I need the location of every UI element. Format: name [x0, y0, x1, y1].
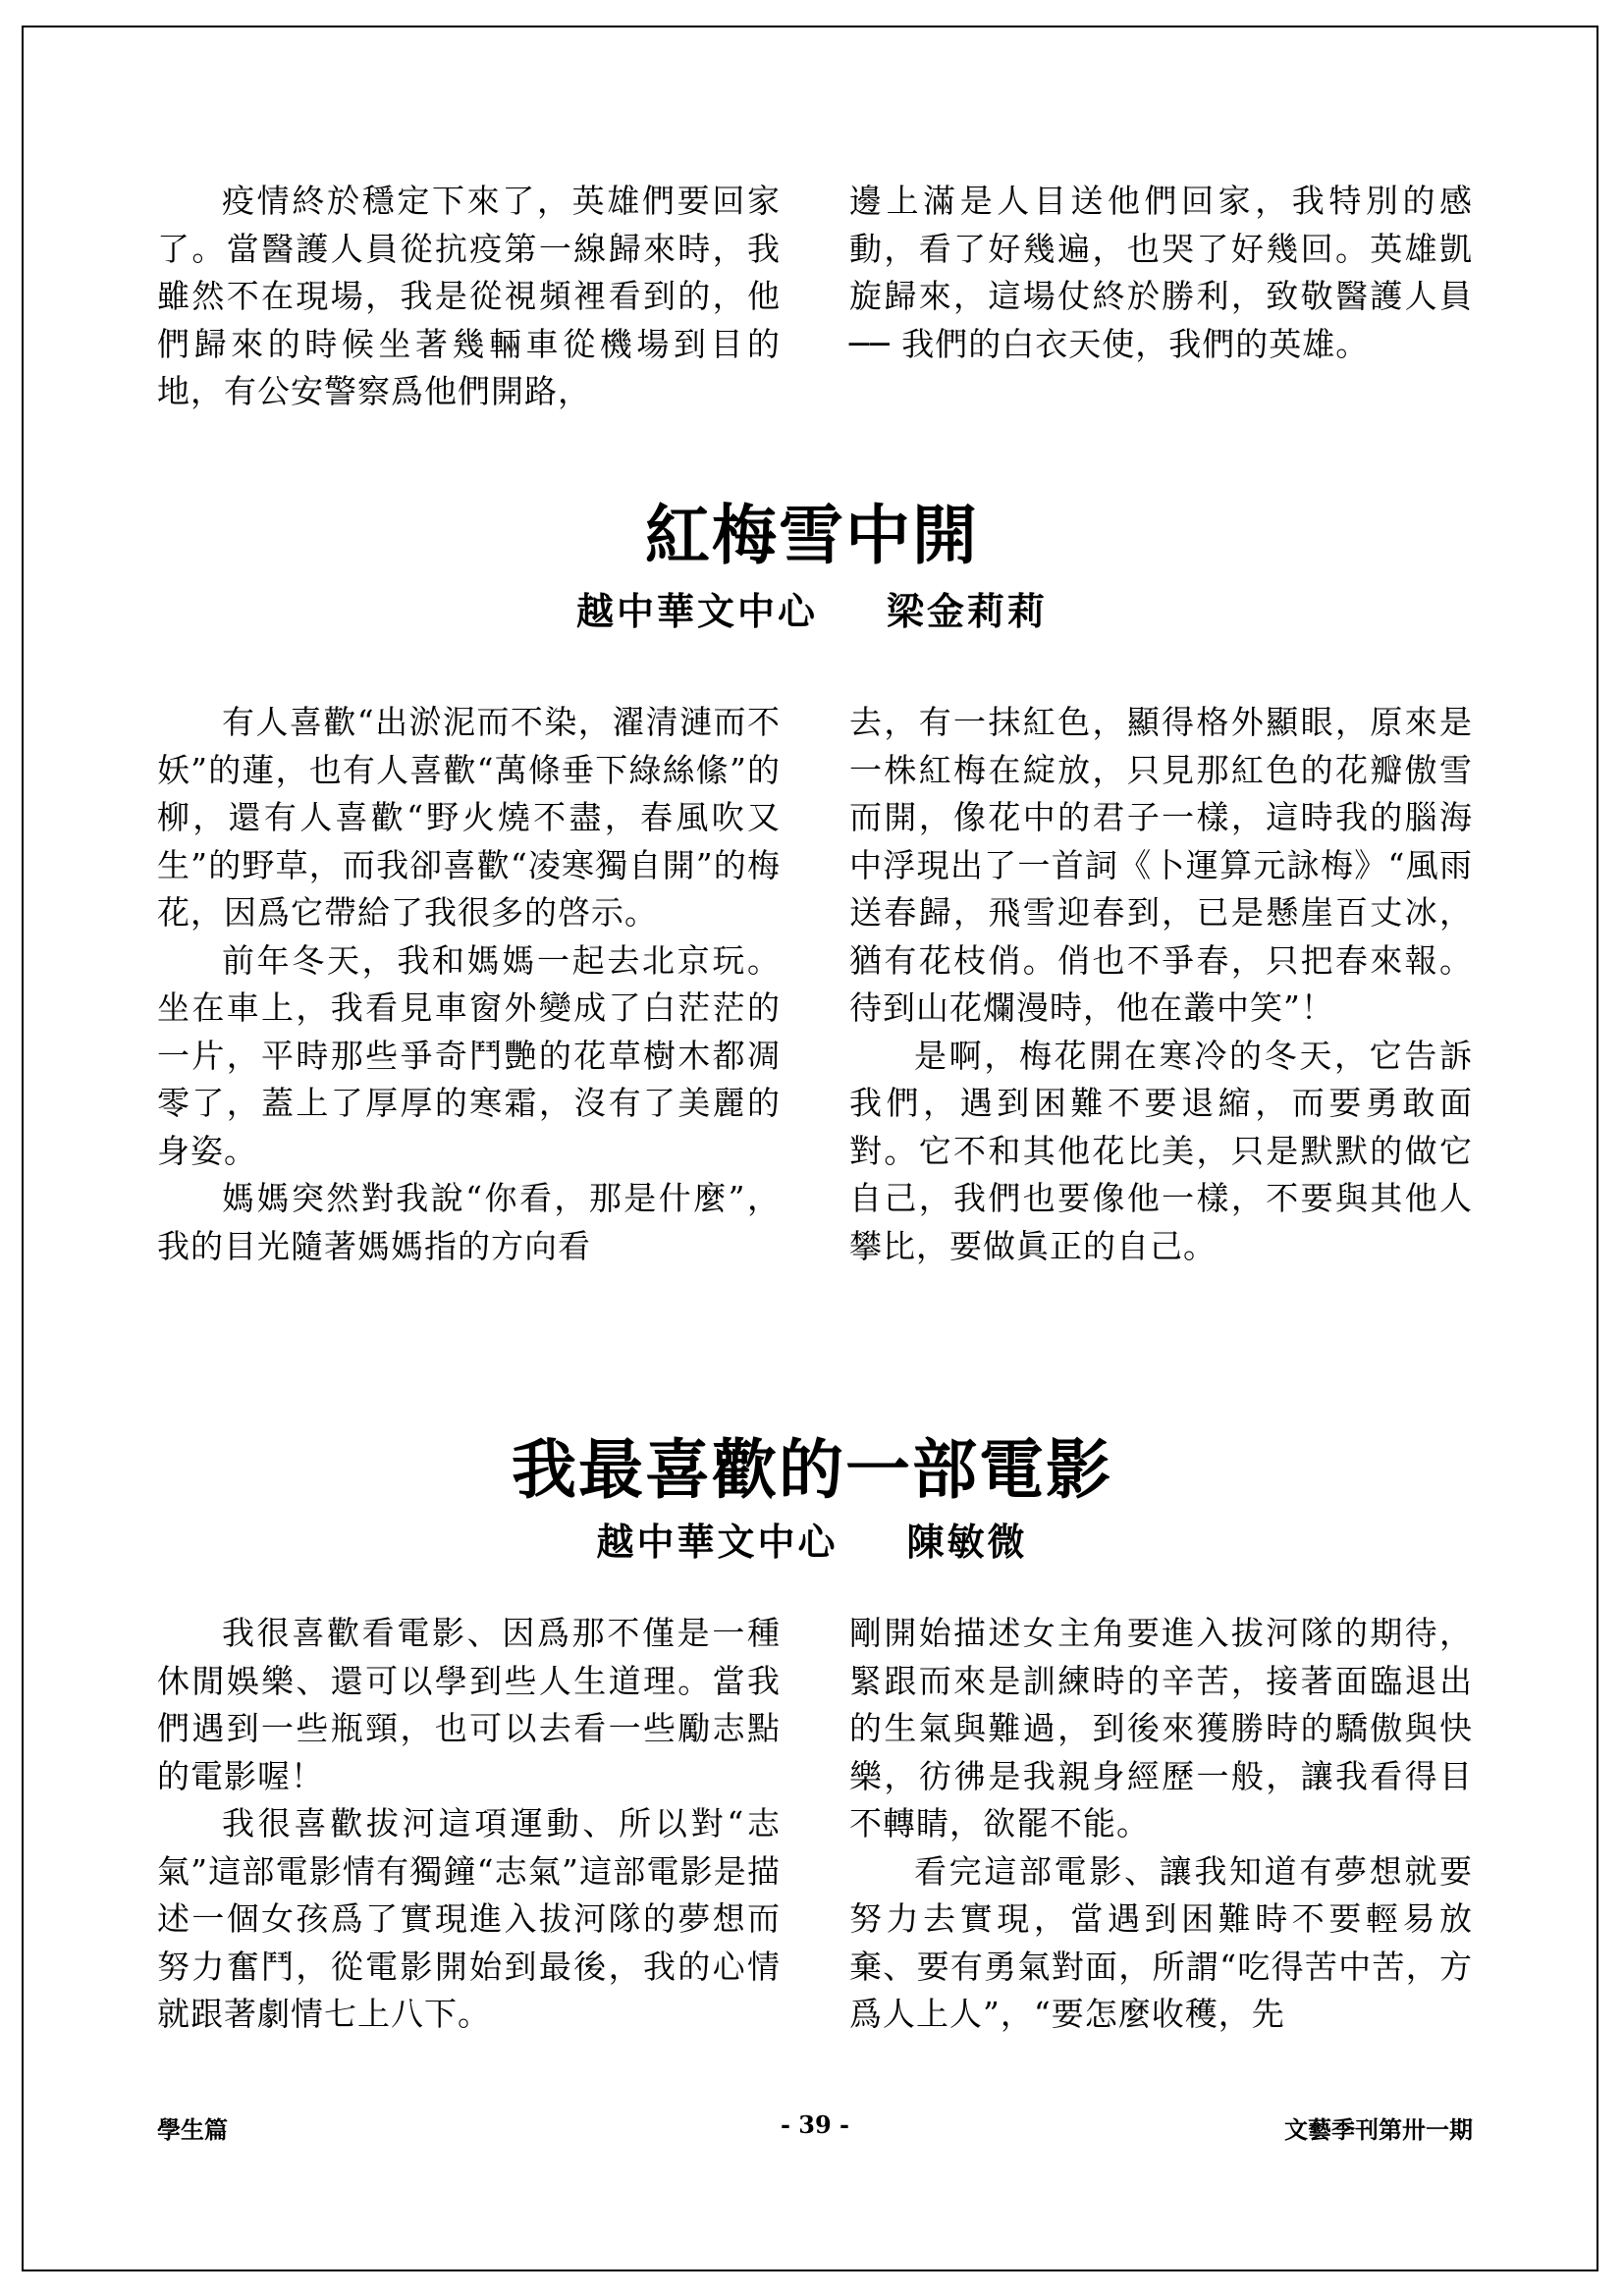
author-name: 陳敏微 [906, 1520, 1028, 1564]
paragraph: 剛開始描述女主角要進入拔河隊的期待，緊跟而來是訓練時的辛苦，接著面臨退出的生氣與難過，到後來獲勝時的驕傲與快樂，彷彿是我親身經歷一般，讓我看得目不轉睛，欲罷不能。 [849, 1614, 1473, 1842]
paragraph: 我很喜歡看電影、因爲那不僅是一種休閒娛樂、還可以學到些人生道理。當我們遇到一些瓶頸，也可以去看一些勵志點的電影喔！ [157, 1614, 781, 1795]
article-3-right-column [849, 1610, 1473, 2039]
paragraph: 有人喜歡“出淤泥而不染，濯清漣而不妖”的蓮，也有人喜歡“萬條垂下綠絲絛”的柳，還有人喜歡“野火燒不盡，春風吹又生”的野草，而我卻喜歡“凌寒獨自開”的梅花，因爲它帶給了我很多的啓示。 [157, 703, 781, 932]
paragraph: 媽媽突然對我說“你看，那是什麼”，我的目光隨著媽媽指的方向看 [157, 1179, 781, 1265]
article-1 [157, 178, 1473, 416]
article-2-left-column [157, 699, 781, 1270]
article-2-title: 紅梅雪中開 [645, 497, 979, 573]
article-3-left-column [157, 1610, 781, 2039]
paragraph: 前年冬天，我和媽媽一起去北京玩。坐在車上，我看見車窗外變成了白茫茫的一片，平時那些爭奇鬥艷的花草樹木都凋零了，蓋上了厚厚的寒霜，沒有了美麗的身姿。 [157, 940, 781, 1170]
article-3-title: 我最喜歡的一部電影 [512, 1431, 1112, 1508]
paragraph: 邊上滿是人目送他們回家，我特別的感動，看了好幾遍，也哭了好幾回。英雄凱旋歸來，這場仗終於勝利，致敬醫護人員 ── 我們的白衣天使，我們的英雄。 [849, 182, 1473, 363]
school-name: 越中華文中心 [575, 589, 818, 633]
paragraph: 我很喜歡拔河這項運動、所以對“志氣”這部電影情有獨鐘“志氣”這部電影是描述一個女孩爲了實現進入拔河隊的夢想而努力奮鬥，從電影開始到最後，我的心情就跟著劇情七上八下。 [157, 1804, 781, 2033]
article-2-right-column [849, 699, 1473, 1270]
paragraph: 是啊，梅花開在寒冷的冬天，它告訴我們，遇到困難不要退縮，而要勇敢面對。它不和其他花比美，只是默默的做它自己，我們也要像他一樣，不要與其他人攀比，要做眞正的自己。 [849, 1036, 1473, 1265]
section-label: 學生篇 [157, 2116, 228, 2144]
publication-name: 文藝季刊第卅一期 [1284, 2116, 1473, 2144]
paragraph: 去，有一抹紅色，顯得格外顯眼，原來是一株紅梅在綻放，只見那紅色的花瓣傲雪而開，像花中的君子一樣，這時我的腦海中浮現出了一首詞《卜運算元詠梅》“風雨送春歸，飛雪迎春到，已是懸崖百丈冰，猶有花枝俏。俏也不爭春，只把春來報。待到山花爛漫時，他在叢中笑”！ [849, 703, 1473, 1027]
article-3 [157, 1610, 1473, 2039]
page-number: - 39 - [780, 2110, 850, 2139]
paragraph: 疫情終於穩定下來了，英雄們要回家了。當醫護人員從抗疫第一線歸來時，我雖然不在現場，我是從視頻裡看到的，他們歸來的時候坐著幾輛車從機場到目的地，有公安警察爲他們開路， [157, 182, 781, 410]
author-name: 梁金莉莉 [887, 589, 1049, 633]
school-name: 越中華文中心 [596, 1520, 839, 1564]
article-3-byline [0, 1512, 1624, 1566]
article-1-left-column [157, 178, 781, 416]
article-2-byline [0, 581, 1624, 635]
paragraph: 看完這部電影、讓我知道有夢想就要努力去實現，當遇到困難時不要輕易放棄、要有勇氣對面，所謂“吃得苦中苦，方爲人上人”，“要怎麼收穫，先 [849, 1851, 1473, 2033]
article-1-right-column [849, 178, 1473, 416]
article-2 [157, 699, 1473, 1270]
page-footer [157, 2110, 1473, 2150]
